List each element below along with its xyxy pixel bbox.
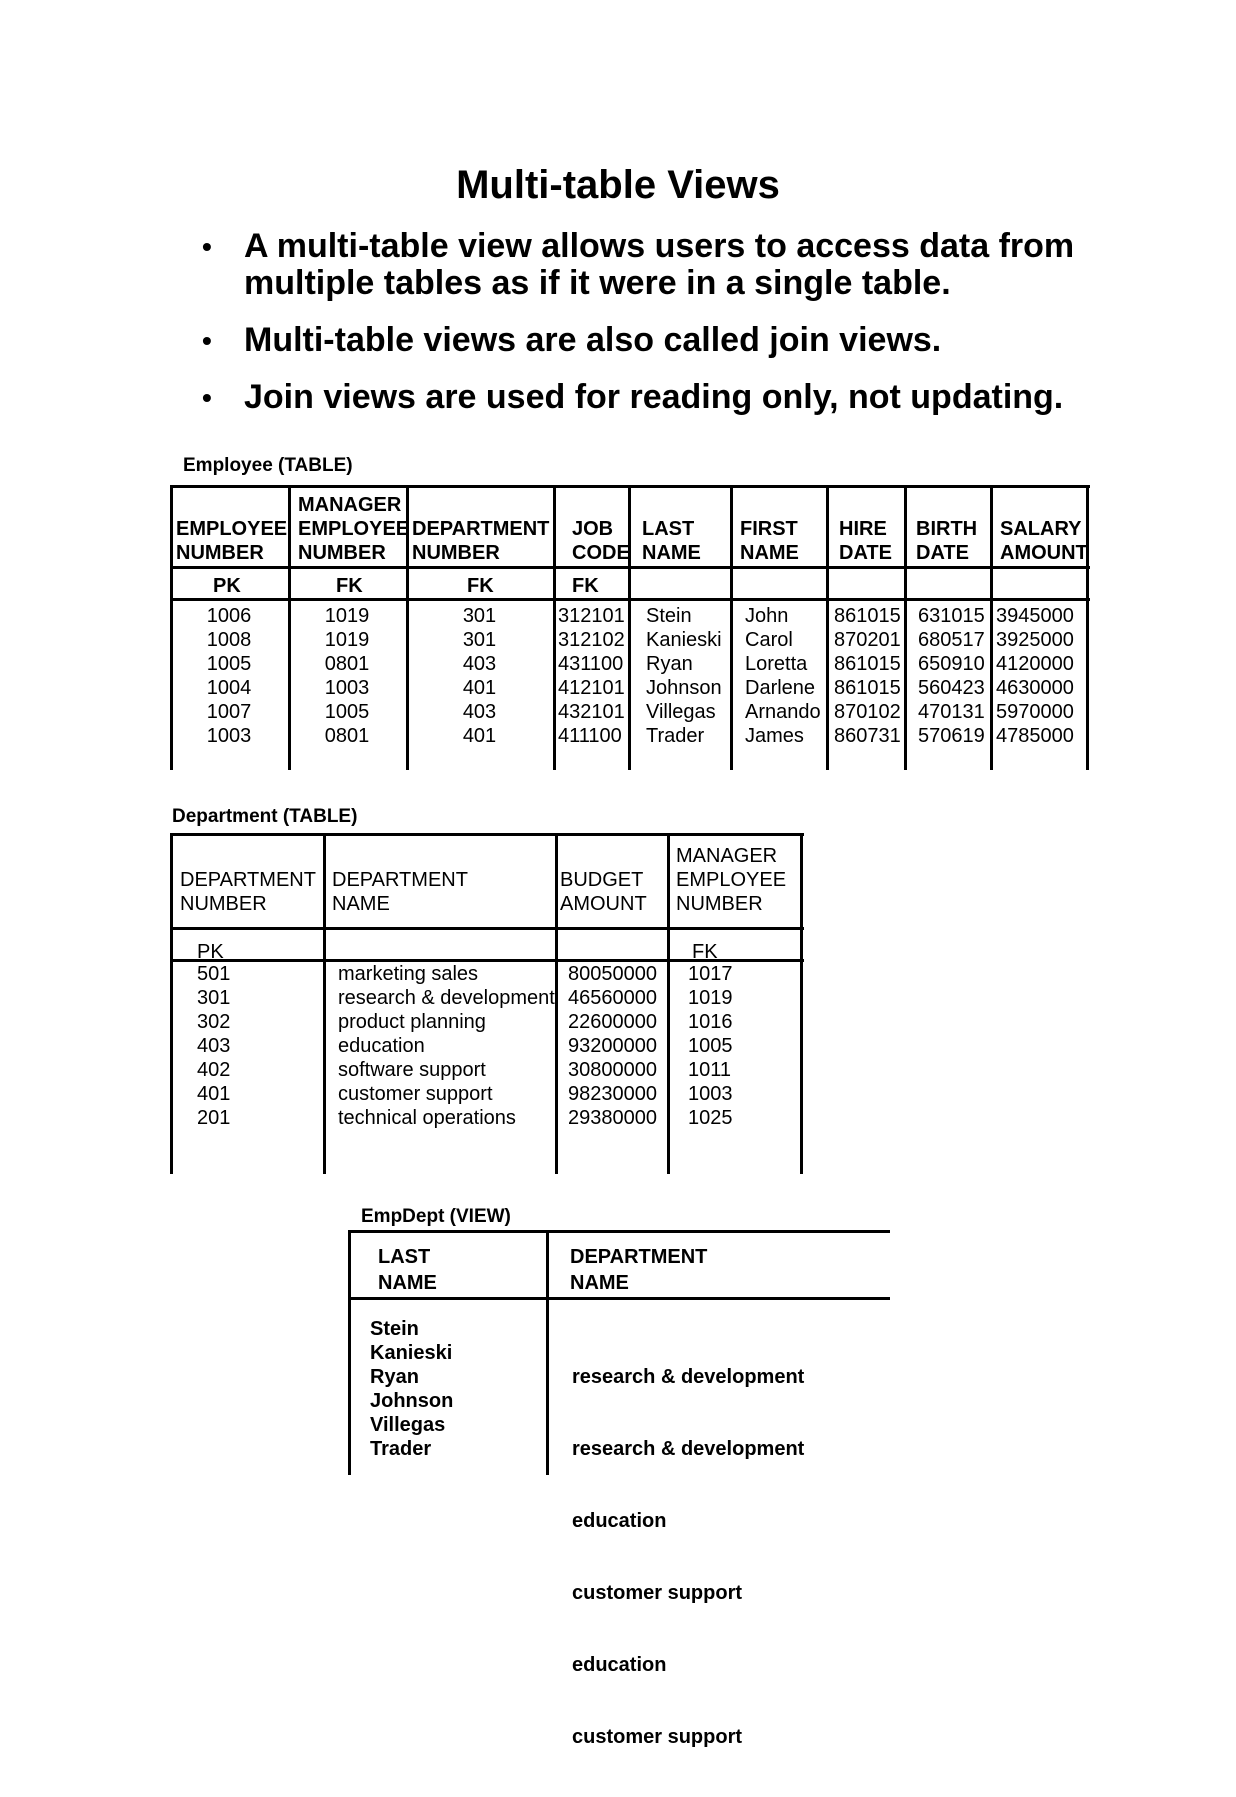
table-cell: 1005 <box>324 701 370 723</box>
table-cell: 301 <box>462 629 497 651</box>
column-header: MANAGER EMPLOYEE NUMBER <box>298 494 410 564</box>
table-cell: Ryan <box>370 1366 419 1388</box>
table-cell: Ryan <box>646 653 693 675</box>
table-cell: 870102 <box>834 701 901 723</box>
table-cell: 312101 <box>558 605 625 627</box>
column-header: FIRST NAME <box>740 518 799 564</box>
table-rule <box>170 927 804 930</box>
table-cell: 29380000 <box>568 1107 657 1129</box>
column-header: JOB CODE <box>572 518 630 564</box>
first-name-column <box>745 604 821 748</box>
bullet-dot-icon: • <box>202 382 212 413</box>
key-label: FK <box>572 575 599 597</box>
department-table <box>170 833 804 1174</box>
table-divider <box>170 833 173 1174</box>
column-header: MANAGER EMPLOYEE NUMBER <box>676 845 787 915</box>
department-table-caption: Department (TABLE) <box>172 806 358 827</box>
column-header: SALARY AMOUNT <box>1000 518 1088 564</box>
department-name-column <box>572 1317 804 1797</box>
table-cell: 861015 <box>834 677 901 699</box>
table-cell: 1019 <box>324 629 370 651</box>
column-header: LAST NAME <box>642 518 701 564</box>
column-header: HIRE DATE <box>839 518 892 564</box>
employee-table-caption: Employee (TABLE) <box>183 455 353 476</box>
table-cell: 1003 <box>206 725 252 747</box>
table-cell: 631015 <box>918 605 985 627</box>
table-cell: 93200000 <box>568 1035 657 1057</box>
table-cell: 30800000 <box>568 1059 657 1081</box>
table-cell: customer support <box>338 1083 493 1105</box>
department-name-column <box>338 962 555 1130</box>
table-cell: 3925000 <box>996 629 1074 651</box>
empdept-view <box>348 1230 890 1748</box>
table-cell: 431100 <box>558 653 624 675</box>
table-cell: Johnson <box>646 677 722 699</box>
table-cell: 1019 <box>324 605 370 627</box>
table-cell: 1016 <box>688 1011 733 1033</box>
table-cell: 401 <box>197 1083 231 1105</box>
table-cell: Kanieski <box>646 629 722 651</box>
last-name-column <box>370 1317 453 1461</box>
salary-amount-column <box>996 604 1074 748</box>
table-cell: 301 <box>462 605 497 627</box>
table-divider <box>553 485 556 770</box>
bullet-item: • A multi-table view allows users to access data from multiple tables as if it were in a single table. <box>202 227 1075 302</box>
table-divider <box>348 1230 351 1475</box>
table-cell: product planning <box>338 1011 486 1033</box>
table-rule <box>348 1230 890 1233</box>
table-cell: 98230000 <box>568 1083 657 1105</box>
column-header: BIRTH DATE <box>916 518 978 564</box>
bullet-dot-icon: • <box>202 325 212 356</box>
table-divider <box>826 485 829 770</box>
table-cell: 870201 <box>834 629 901 651</box>
table-cell: 1003 <box>688 1083 733 1105</box>
table-cell: Arnando <box>745 701 821 723</box>
bullet-item: • Join views are used for reading only, not updating. <box>202 378 1064 416</box>
table-divider <box>730 485 733 770</box>
table-cell: 201 <box>197 1107 231 1129</box>
department-number-column <box>406 604 553 748</box>
table-cell: 403 <box>197 1035 231 1057</box>
table-cell: 1004 <box>206 677 252 699</box>
table-cell: 312102 <box>558 629 625 651</box>
table-cell: research & development <box>572 1366 805 1388</box>
employee-table <box>170 485 1090 770</box>
table-cell: 4785000 <box>996 725 1074 747</box>
table-cell: 680517 <box>918 629 985 651</box>
table-divider <box>800 833 803 1174</box>
department-number-column <box>197 962 230 1130</box>
table-cell: Johnson <box>370 1390 454 1412</box>
table-divider <box>667 833 670 1174</box>
table-rule <box>170 833 804 836</box>
table-cell: 3945000 <box>996 605 1074 627</box>
table-cell: 1017 <box>688 963 733 985</box>
table-divider <box>546 1230 549 1475</box>
table-cell: technical operations <box>338 1107 516 1129</box>
table-cell: 401 <box>462 725 497 747</box>
employee-number-column <box>170 604 288 748</box>
birth-date-column <box>918 604 985 748</box>
table-cell: 1003 <box>324 677 370 699</box>
key-label: FK <box>467 575 494 597</box>
bullet-item: • Multi-table views are also called join views. <box>202 321 942 359</box>
last-name-column <box>646 604 722 748</box>
column-header: DEPARTMENT NUMBER <box>180 869 316 915</box>
table-cell: education <box>572 1654 667 1676</box>
column-header: LAST NAME <box>378 1246 437 1294</box>
table-cell: Loretta <box>745 653 808 675</box>
table-cell: 432101 <box>558 701 625 723</box>
table-cell: 402 <box>197 1059 231 1081</box>
table-cell: 1008 <box>206 629 252 651</box>
table-cell: Carol <box>745 629 793 651</box>
table-cell: 0801 <box>324 653 370 675</box>
column-header: DEPARTMENT NUMBER <box>412 518 550 564</box>
table-cell: 4630000 <box>996 677 1074 699</box>
table-cell: 46560000 <box>568 987 657 1009</box>
column-header: BUDGET AMOUNT <box>560 869 647 915</box>
table-cell: 80050000 <box>568 963 657 985</box>
table-cell: 1019 <box>688 987 733 1009</box>
manager-employee-number-column <box>688 962 733 1130</box>
table-cell: 401 <box>462 677 497 699</box>
table-cell: 470131 <box>918 701 985 723</box>
table-cell: customer support <box>572 1726 743 1748</box>
table-cell: Kanieski <box>370 1342 453 1364</box>
table-divider <box>323 833 326 1174</box>
table-cell: 302 <box>197 1011 231 1033</box>
table-cell: 5970000 <box>996 701 1074 723</box>
table-cell: 411100 <box>558 725 622 747</box>
table-cell: education <box>338 1035 425 1057</box>
table-cell: 501 <box>197 963 231 985</box>
table-cell: 1025 <box>688 1107 733 1129</box>
table-cell: 860731 <box>834 725 901 747</box>
table-cell: 403 <box>462 653 497 675</box>
table-cell: 4120000 <box>996 653 1074 675</box>
table-cell: 22600000 <box>568 1011 657 1033</box>
table-cell: 0801 <box>324 725 370 747</box>
key-label: PK <box>213 575 241 597</box>
table-cell: 650910 <box>918 653 985 675</box>
table-cell: 560423 <box>918 677 985 699</box>
table-divider <box>904 485 907 770</box>
key-label: FK <box>692 941 718 963</box>
table-cell: customer support <box>572 1582 743 1604</box>
table-cell: 1005 <box>206 653 252 675</box>
table-cell: software support <box>338 1059 486 1081</box>
table-cell: John <box>745 605 789 627</box>
table-cell: 1007 <box>206 701 252 723</box>
hire-date-column <box>834 604 901 748</box>
table-cell: 861015 <box>834 605 901 627</box>
table-cell: 1006 <box>206 605 252 627</box>
table-cell: 1005 <box>688 1035 733 1057</box>
table-cell: Trader <box>370 1438 432 1460</box>
column-header: DEPARTMENT NAME <box>332 869 468 915</box>
table-cell: Villegas <box>370 1414 446 1436</box>
bullet-list <box>200 228 1200 436</box>
table-cell: research & development <box>572 1438 805 1460</box>
table-divider <box>990 485 993 770</box>
table-cell: 570619 <box>918 725 985 747</box>
manager-employee-number-column <box>288 604 406 748</box>
table-cell: 412101 <box>558 677 625 699</box>
job-code-column <box>558 604 625 748</box>
table-cell: 1011 <box>688 1059 732 1081</box>
table-cell: research & development <box>338 987 555 1009</box>
table-rule <box>348 1297 890 1300</box>
table-cell: marketing sales <box>338 963 479 985</box>
empdept-view-caption: EmpDept (VIEW) <box>361 1206 511 1227</box>
table-cell: James <box>745 725 804 747</box>
key-label: PK <box>197 941 224 963</box>
key-label: FK <box>336 575 363 597</box>
table-cell: Trader <box>646 725 705 747</box>
column-header: EMPLOYEE NUMBER <box>176 518 288 564</box>
page-title: Multi-table Views <box>456 163 780 207</box>
table-cell: 861015 <box>834 653 901 675</box>
bullet-dot-icon: • <box>202 231 212 262</box>
table-divider <box>555 833 558 1174</box>
table-cell: Stein <box>370 1318 419 1340</box>
budget-amount-column <box>568 962 657 1130</box>
table-cell: 301 <box>197 987 231 1009</box>
table-cell: Stein <box>646 605 692 627</box>
column-header: DEPARTMENT NAME <box>570 1246 708 1294</box>
table-cell: Darlene <box>745 677 816 699</box>
table-cell: Villegas <box>646 701 716 723</box>
table-cell: education <box>572 1510 667 1532</box>
table-cell: 403 <box>462 701 497 723</box>
